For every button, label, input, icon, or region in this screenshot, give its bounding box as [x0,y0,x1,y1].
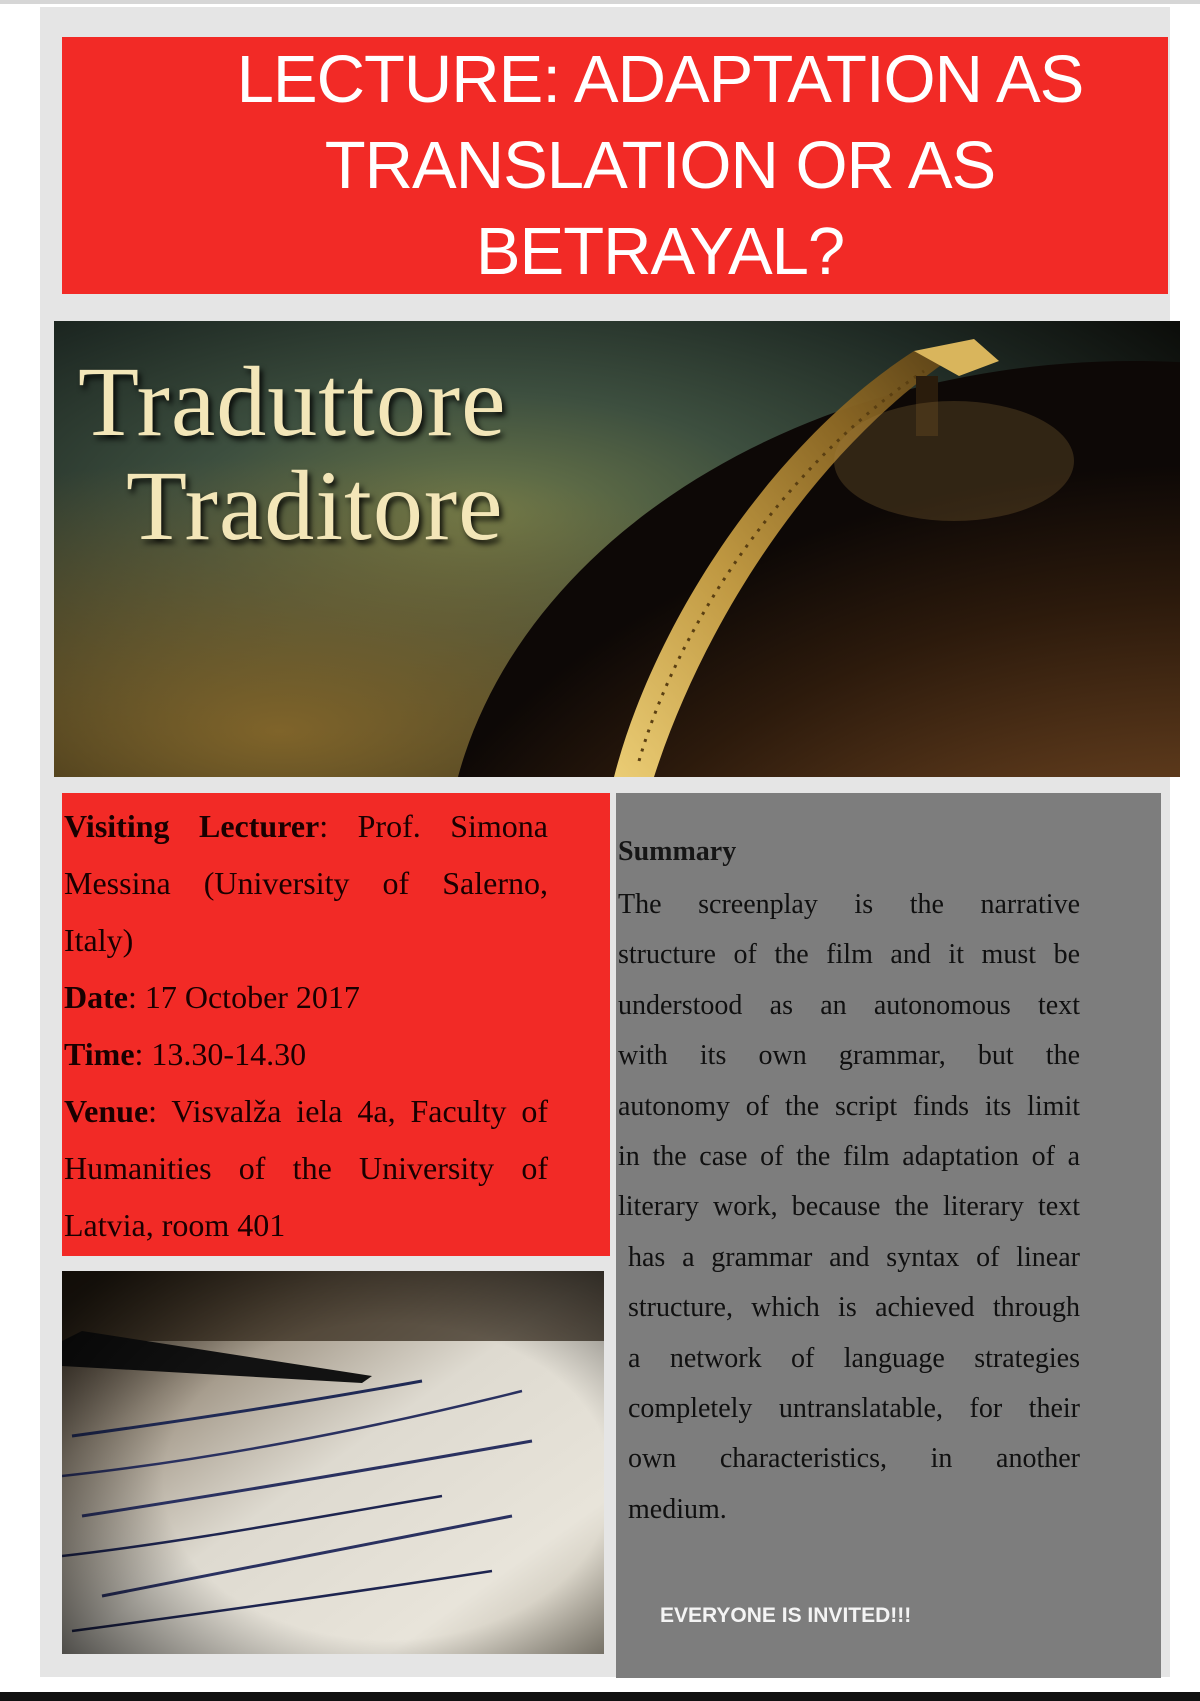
summary-line: completely untranslatable, for their [628,1393,1080,1425]
venue-value: : Visvalža iela 4a, Faculty of Humanities of the University of Latvia, room 401 [64,1093,548,1243]
summary-text [618,880,1080,1535]
hero-title [78,346,507,561]
lecturer-row [64,798,548,969]
summary-line: autonomy of the script finds its limit [618,1090,1080,1122]
handwritten-script-photo [62,1271,604,1654]
summary-line: a network of language strategies [628,1342,1080,1374]
hero-image-globe [54,321,1180,777]
summary-heading: Summary [618,836,737,867]
date-row [64,969,548,1026]
lecturer-label: Visiting Lecturer [64,808,320,844]
manuscript-illustration [62,1271,604,1654]
date-label: Date [64,979,128,1015]
invitation-note: EVERYONE IS INVITED!!! [660,1604,912,1627]
summary-line: medium. [628,1493,727,1525]
page-bottom-rule [0,1692,1200,1701]
summary-line: with its own grammar, but the [618,1040,1080,1072]
lecture-details [62,793,610,1256]
lecturer-value: : Prof. Simona Messina (University of Salerno, Italy) [64,808,549,958]
venue-row [64,1083,548,1254]
lecture-title: LECTURE: ADAPTATION AS TRANSLATION OR AS BETRAYAL? [236,41,1084,289]
hero-title-line-2: Traditore [126,450,504,561]
venue-label: Venue [64,1093,149,1129]
time-value: : 13.30-14.30 [134,1036,307,1072]
summary-line: literary work, because the literary text [618,1191,1080,1223]
summary-line: The screenplay is the narrative [618,889,1080,920]
date-value: : 17 October 2017 [127,979,360,1015]
summary-line: structure, which is achieved through [628,1292,1080,1324]
time-label: Time [64,1036,135,1072]
time-row [64,1026,548,1083]
hero-title-line-1: Traduttore [78,346,507,457]
title-banner [62,37,1168,294]
summary-line: structure of the film and it must be [618,939,1080,971]
summary-line: in the case of the film adaptation of a [618,1141,1080,1173]
summary-line: has a grammar and syntax of linear [628,1241,1080,1273]
summary-line: own characteristics, in another [628,1443,1080,1475]
page-top-edge [0,0,1200,4]
summary-line: understood as an autonomous text [618,989,1080,1021]
